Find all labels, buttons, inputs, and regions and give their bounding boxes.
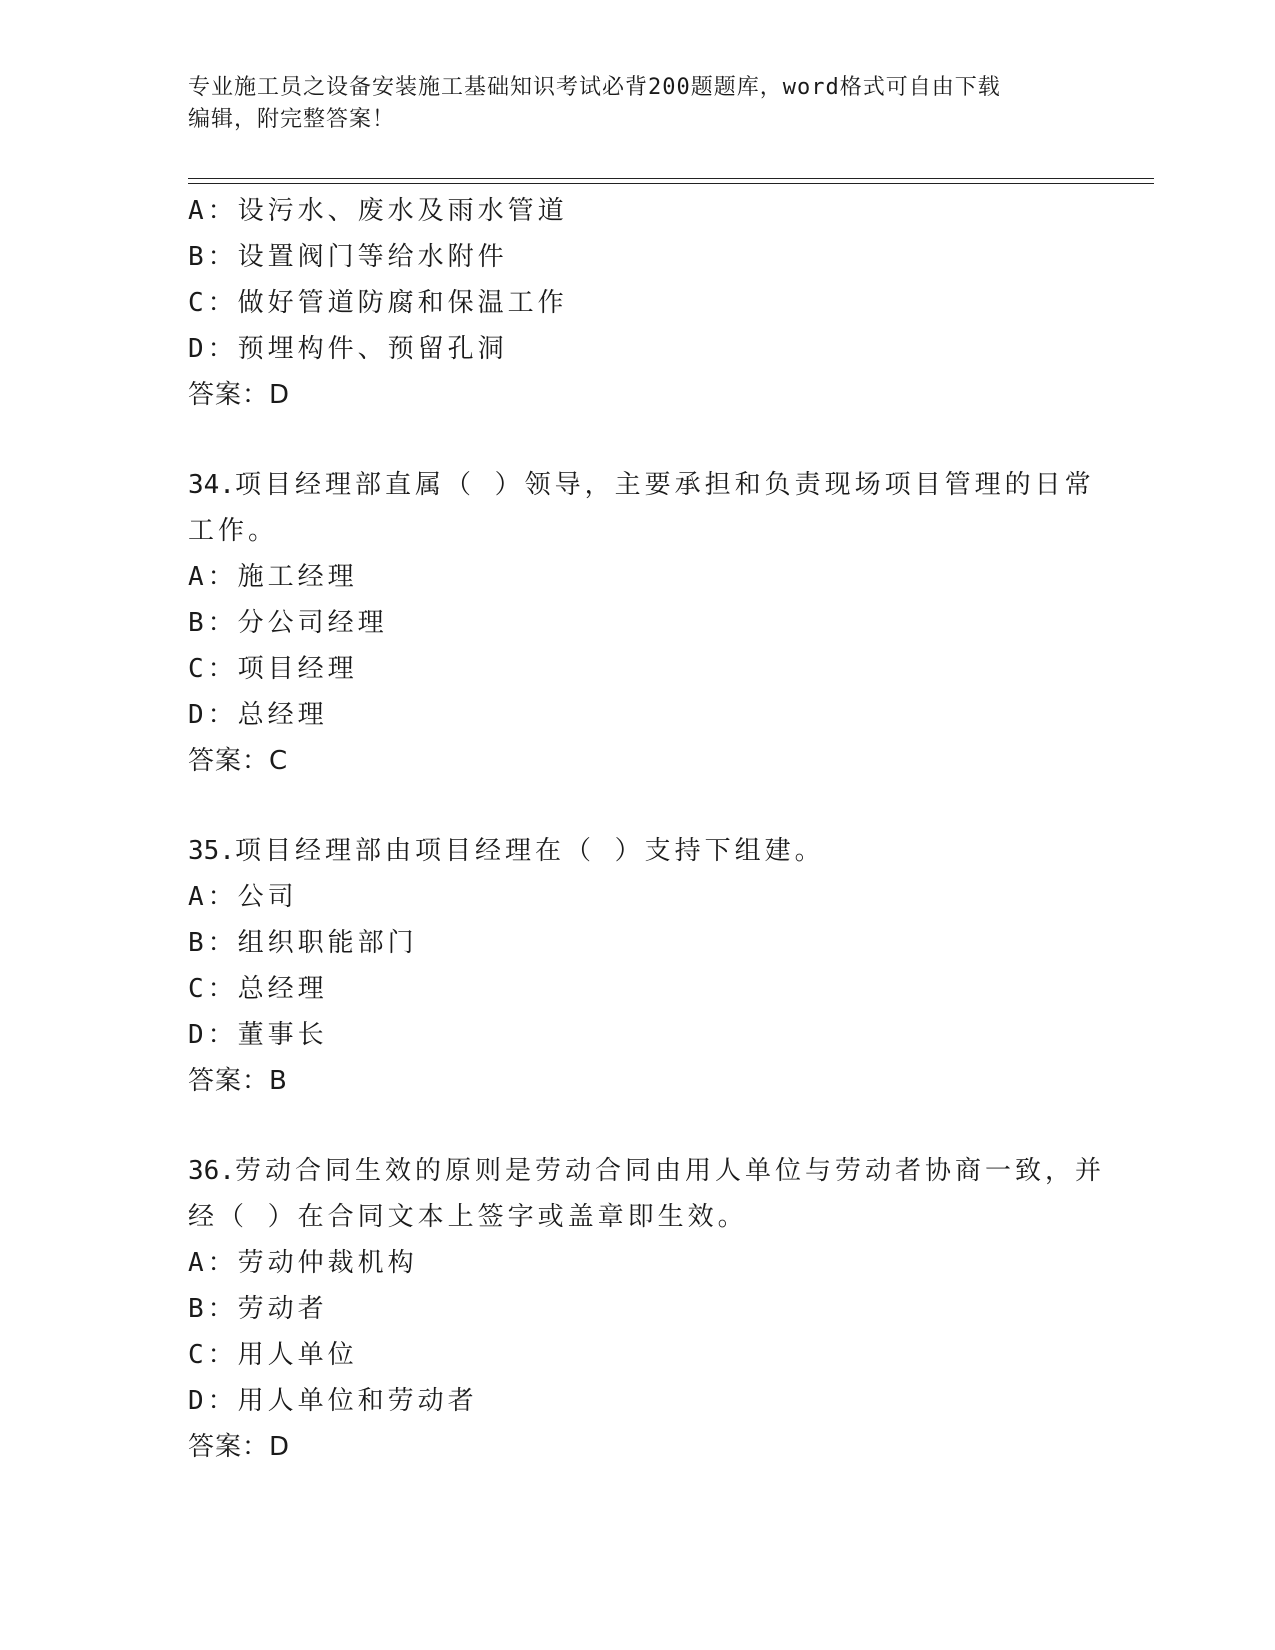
- header-divider-bottom: [188, 183, 1154, 184]
- option-text: 施工经理: [237, 562, 358, 592]
- option-a: [188, 1240, 1088, 1286]
- option-text: 董事长: [237, 1020, 328, 1050]
- answer-value: B: [269, 1066, 288, 1096]
- header-line-2: 编辑，附完整答案！: [188, 107, 396, 132]
- question-stem-line-2: 经（ ）在合同文本上签字或盖章即生效。: [188, 1202, 748, 1232]
- option-a: [188, 554, 1088, 600]
- answer-line: [188, 372, 1088, 418]
- question-number: 36.: [188, 1156, 235, 1186]
- option-letter: B：: [188, 608, 238, 638]
- answer-value: D: [269, 1432, 291, 1462]
- option-text: 公司: [237, 882, 298, 912]
- question-stem-line-1: 项目经理部由项目经理在（ ）支持下组建。: [234, 836, 825, 866]
- option-text: 劳动仲裁机构: [237, 1248, 418, 1278]
- option-text: 总经理: [237, 700, 328, 730]
- answer-value: C: [269, 746, 289, 776]
- option-text: 设污水、废水及雨水管道: [237, 196, 568, 226]
- question-36: [188, 1148, 1105, 1470]
- header-line-1: 专业施工员之设备安装施工基础知识考试必背200题题库，word格式可自由下载: [188, 75, 1001, 100]
- question-stem-line-1: 项目经理部直属（ ）领导，主要承担和负责现场项目管理的日常: [234, 470, 1095, 500]
- option-text: 劳动者: [237, 1294, 328, 1324]
- option-b: [188, 600, 1088, 646]
- option-c: [188, 966, 1088, 1012]
- option-letter: A：: [188, 196, 238, 226]
- option-letter: A：: [188, 562, 238, 592]
- answer-label: 答案：: [188, 746, 270, 776]
- question-35: [188, 828, 1088, 1104]
- option-a: [188, 188, 1088, 234]
- question-continuation: [188, 188, 1088, 418]
- option-d: [188, 692, 1088, 738]
- option-text: 用人单位和劳动者: [237, 1386, 478, 1416]
- answer-value: D: [269, 380, 291, 410]
- option-b: [188, 1286, 1088, 1332]
- answer-line: [188, 1058, 1088, 1104]
- option-text: 预埋构件、预留孔洞: [237, 334, 508, 364]
- option-c: [188, 280, 1088, 326]
- option-text: 做好管道防腐和保温工作: [237, 288, 568, 318]
- option-text: 组织职能部门: [237, 928, 418, 958]
- option-letter: B：: [188, 1294, 238, 1324]
- answer-line: [188, 1424, 1088, 1470]
- question-34: [188, 462, 1095, 784]
- option-text: 用人单位: [237, 1340, 358, 1370]
- option-text: 总经理: [237, 974, 328, 1004]
- question-stem-line-1: 劳动合同生效的原则是劳动合同由用人单位与劳动者协商一致，并: [234, 1156, 1105, 1186]
- option-letter: D：: [188, 1386, 238, 1416]
- option-letter: B：: [188, 928, 238, 958]
- answer-label: 答案：: [188, 1066, 270, 1096]
- option-d: [188, 1378, 1088, 1424]
- option-b: [188, 234, 1088, 280]
- option-letter: A：: [188, 1248, 238, 1278]
- option-text: 设置阀门等给水附件: [237, 242, 508, 272]
- question-stem: [188, 462, 1095, 508]
- option-text: 分公司经理: [237, 608, 388, 638]
- option-d: [188, 326, 1088, 372]
- option-d: [188, 1012, 1088, 1058]
- option-letter: D：: [188, 700, 238, 730]
- document-header: [188, 72, 1088, 136]
- option-letter: B：: [188, 242, 238, 272]
- question-list: [188, 188, 1105, 1514]
- option-a: [188, 874, 1088, 920]
- option-letter: C：: [188, 974, 238, 1004]
- answer-label: 答案：: [188, 380, 270, 410]
- option-c: [188, 646, 1088, 692]
- option-text: 项目经理: [237, 654, 358, 684]
- question-stem-line-2: 工作。: [188, 516, 279, 546]
- option-c: [188, 1332, 1088, 1378]
- option-letter: A：: [188, 882, 238, 912]
- option-letter: C：: [188, 288, 238, 318]
- question-number: 35.: [188, 836, 235, 866]
- option-letter: D：: [188, 1020, 238, 1050]
- question-stem: [188, 1148, 1105, 1194]
- header-divider-top: [188, 178, 1154, 179]
- option-letter: C：: [188, 1340, 238, 1370]
- answer-label: 答案：: [188, 1432, 270, 1462]
- option-letter: D：: [188, 334, 238, 364]
- answer-line: [188, 738, 1088, 784]
- option-letter: C：: [188, 654, 238, 684]
- option-b: [188, 920, 1088, 966]
- question-number: 34.: [188, 470, 235, 500]
- question-stem: [188, 828, 1088, 874]
